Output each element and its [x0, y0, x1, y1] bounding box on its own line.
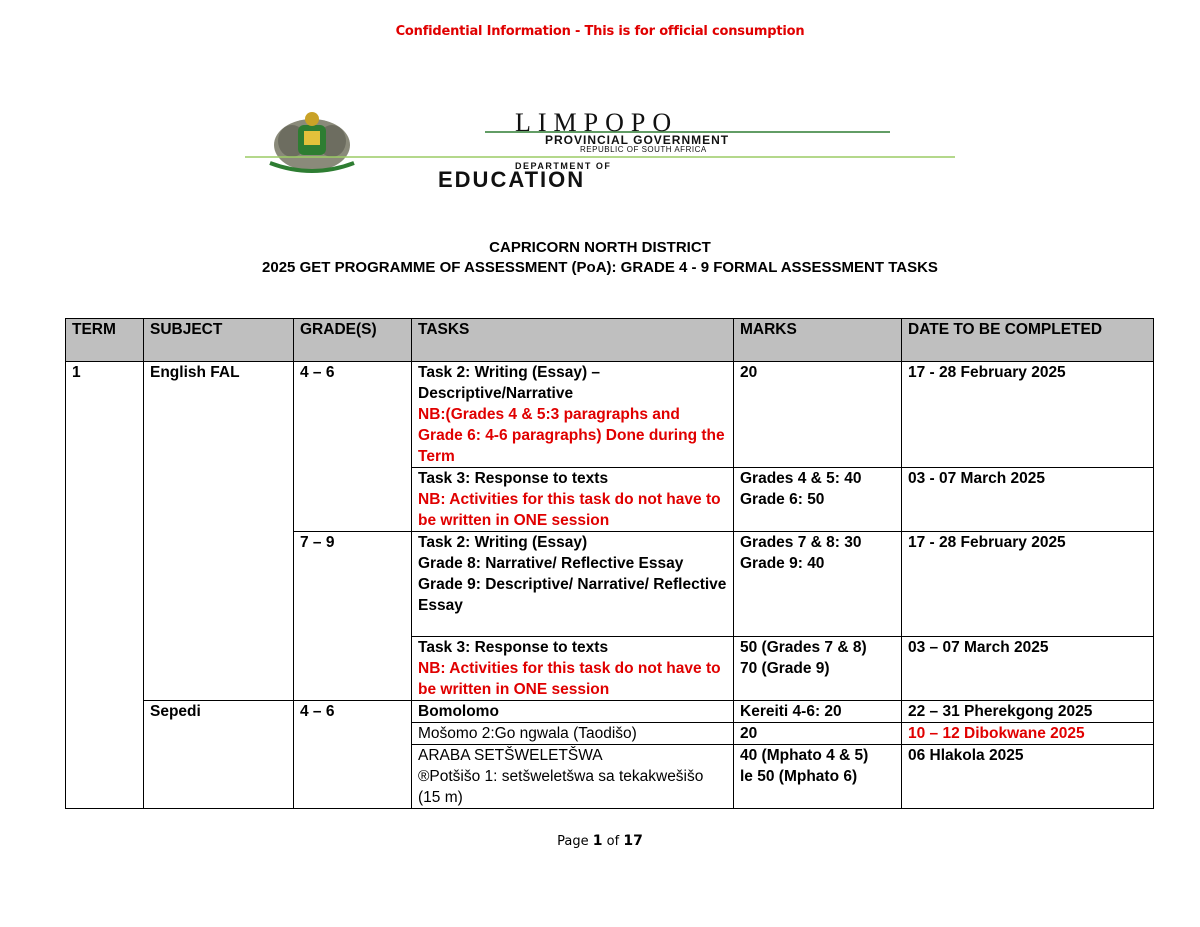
marks-text: 70 (Grade 9) — [740, 660, 830, 677]
date-cell: 03 - 07 March 2025 — [902, 468, 1154, 532]
assessment-table — [65, 318, 1154, 809]
page-footer — [0, 833, 1200, 849]
subject-cell: Sepedi — [144, 701, 294, 809]
task-text: Task 2: Writing (Essay) – — [418, 364, 601, 381]
coat-of-arms-icon — [270, 112, 354, 171]
logo-education-text: EDUCATION — [438, 167, 586, 192]
task-cell — [412, 468, 734, 532]
date-cell: 06 Hlakola 2025 — [902, 745, 1154, 809]
table-header-row — [66, 319, 1154, 362]
grade-cell: 7 – 9 — [294, 532, 412, 701]
task-cell: Bomolomo — [412, 701, 734, 723]
date-cell: 17 - 28 February 2025 — [902, 362, 1154, 468]
marks-text: Grades 7 & 8: 30 — [740, 534, 862, 551]
page-number: 1 — [592, 833, 603, 849]
logo-dept-text: DEPARTMENT OF — [515, 161, 612, 171]
task-text: Grade 8: Narrative/ Reflective Essay — [418, 555, 684, 572]
page-total: 17 — [623, 833, 643, 849]
task-cell — [412, 745, 734, 809]
date-cell: 17 - 28 February 2025 — [902, 532, 1154, 637]
header-marks: MARKS — [734, 319, 902, 362]
logo-limpopo-text: LIMPOPO — [515, 108, 679, 137]
marks-cell: Kereiti 4-6: 20 — [734, 701, 902, 723]
task-text: Task 2: Writing (Essay) — [418, 534, 588, 551]
task-note: NB: Activities for this task do not have to be written in ONE session — [418, 491, 721, 529]
task-text: ARABA SETŠWELETŠWA — [418, 747, 603, 764]
task-text: Task 3: Response to texts — [418, 639, 609, 656]
grade-cell: 4 – 6 — [294, 362, 412, 532]
date-cell: 10 – 12 Dibokwane 2025 — [902, 723, 1154, 745]
task-note: NB:(Grades 4 & 5:3 paragraphs and Grade 6: 4-6 paragraphs) Done during the Term — [418, 406, 725, 465]
header-date: DATE TO BE COMPLETED — [902, 319, 1154, 362]
marks-text: 40 (Mphato 4 & 5) — [740, 747, 869, 764]
grade-cell: 4 – 6 — [294, 701, 412, 809]
marks-text: le 50 (Mphato 6) — [740, 768, 858, 785]
marks-text: 50 (Grades 7 & 8) — [740, 639, 867, 656]
marks-text: Grades 4 & 5: 40 — [740, 470, 862, 487]
task-text: Task 3: Response to texts — [418, 470, 609, 487]
logo-gov-text: PROVINCIAL GOVERNMENT — [545, 133, 730, 147]
date-cell: 03 – 07 March 2025 — [902, 637, 1154, 701]
task-text: Grade 9: Descriptive/ Narrative/ Reflective Essay — [418, 576, 727, 614]
marks-cell — [734, 745, 902, 809]
term-cell: 1 — [66, 362, 144, 809]
task-cell — [412, 532, 734, 637]
programme-title: 2025 GET PROGRAMME OF ASSESSMENT (PoA): GRADE 4 - 9 FORMAL ASSESSMENT TASKS — [262, 259, 938, 276]
table-row — [66, 362, 1154, 468]
task-text: Descriptive/Narrative — [418, 385, 574, 402]
header-tasks: TASKS — [412, 319, 734, 362]
task-cell — [412, 362, 734, 468]
header-term: TERM — [66, 319, 144, 362]
of-label: of — [606, 834, 620, 849]
marks-cell — [734, 532, 902, 637]
date-cell: 22 – 31 Pherekgong 2025 — [902, 701, 1154, 723]
header-subject: SUBJECT — [144, 319, 294, 362]
task-text: ®Potšišo 1: setšweletšwa sa tekakwešišo (15 m) — [418, 768, 704, 806]
marks-text: Grade 6: 50 — [740, 491, 825, 508]
marks-cell: 20 — [734, 362, 902, 468]
task-note: NB: Activities for this task do not have to be written in ONE session — [418, 660, 721, 698]
marks-text: Grade 9: 40 — [740, 555, 825, 572]
task-cell — [412, 637, 734, 701]
confidential-banner: Confidential Information - This is for official consumption — [395, 24, 805, 39]
marks-cell — [734, 468, 902, 532]
document-titles — [0, 238, 1200, 278]
marks-cell: 20 — [734, 723, 902, 745]
district-title: CAPRICORN NORTH DISTRICT — [489, 239, 711, 256]
limpopo-education-logo — [240, 105, 960, 195]
task-cell: Mošomo 2:Go ngwala (Taodišo) — [412, 723, 734, 745]
marks-cell — [734, 637, 902, 701]
table-row — [66, 701, 1154, 723]
subject-cell: English FAL — [144, 362, 294, 701]
page-label: Page — [557, 834, 589, 849]
logo-republic-text: REPUBLIC OF SOUTH AFRICA — [580, 145, 707, 154]
header-grades: GRADE(S) — [294, 319, 412, 362]
